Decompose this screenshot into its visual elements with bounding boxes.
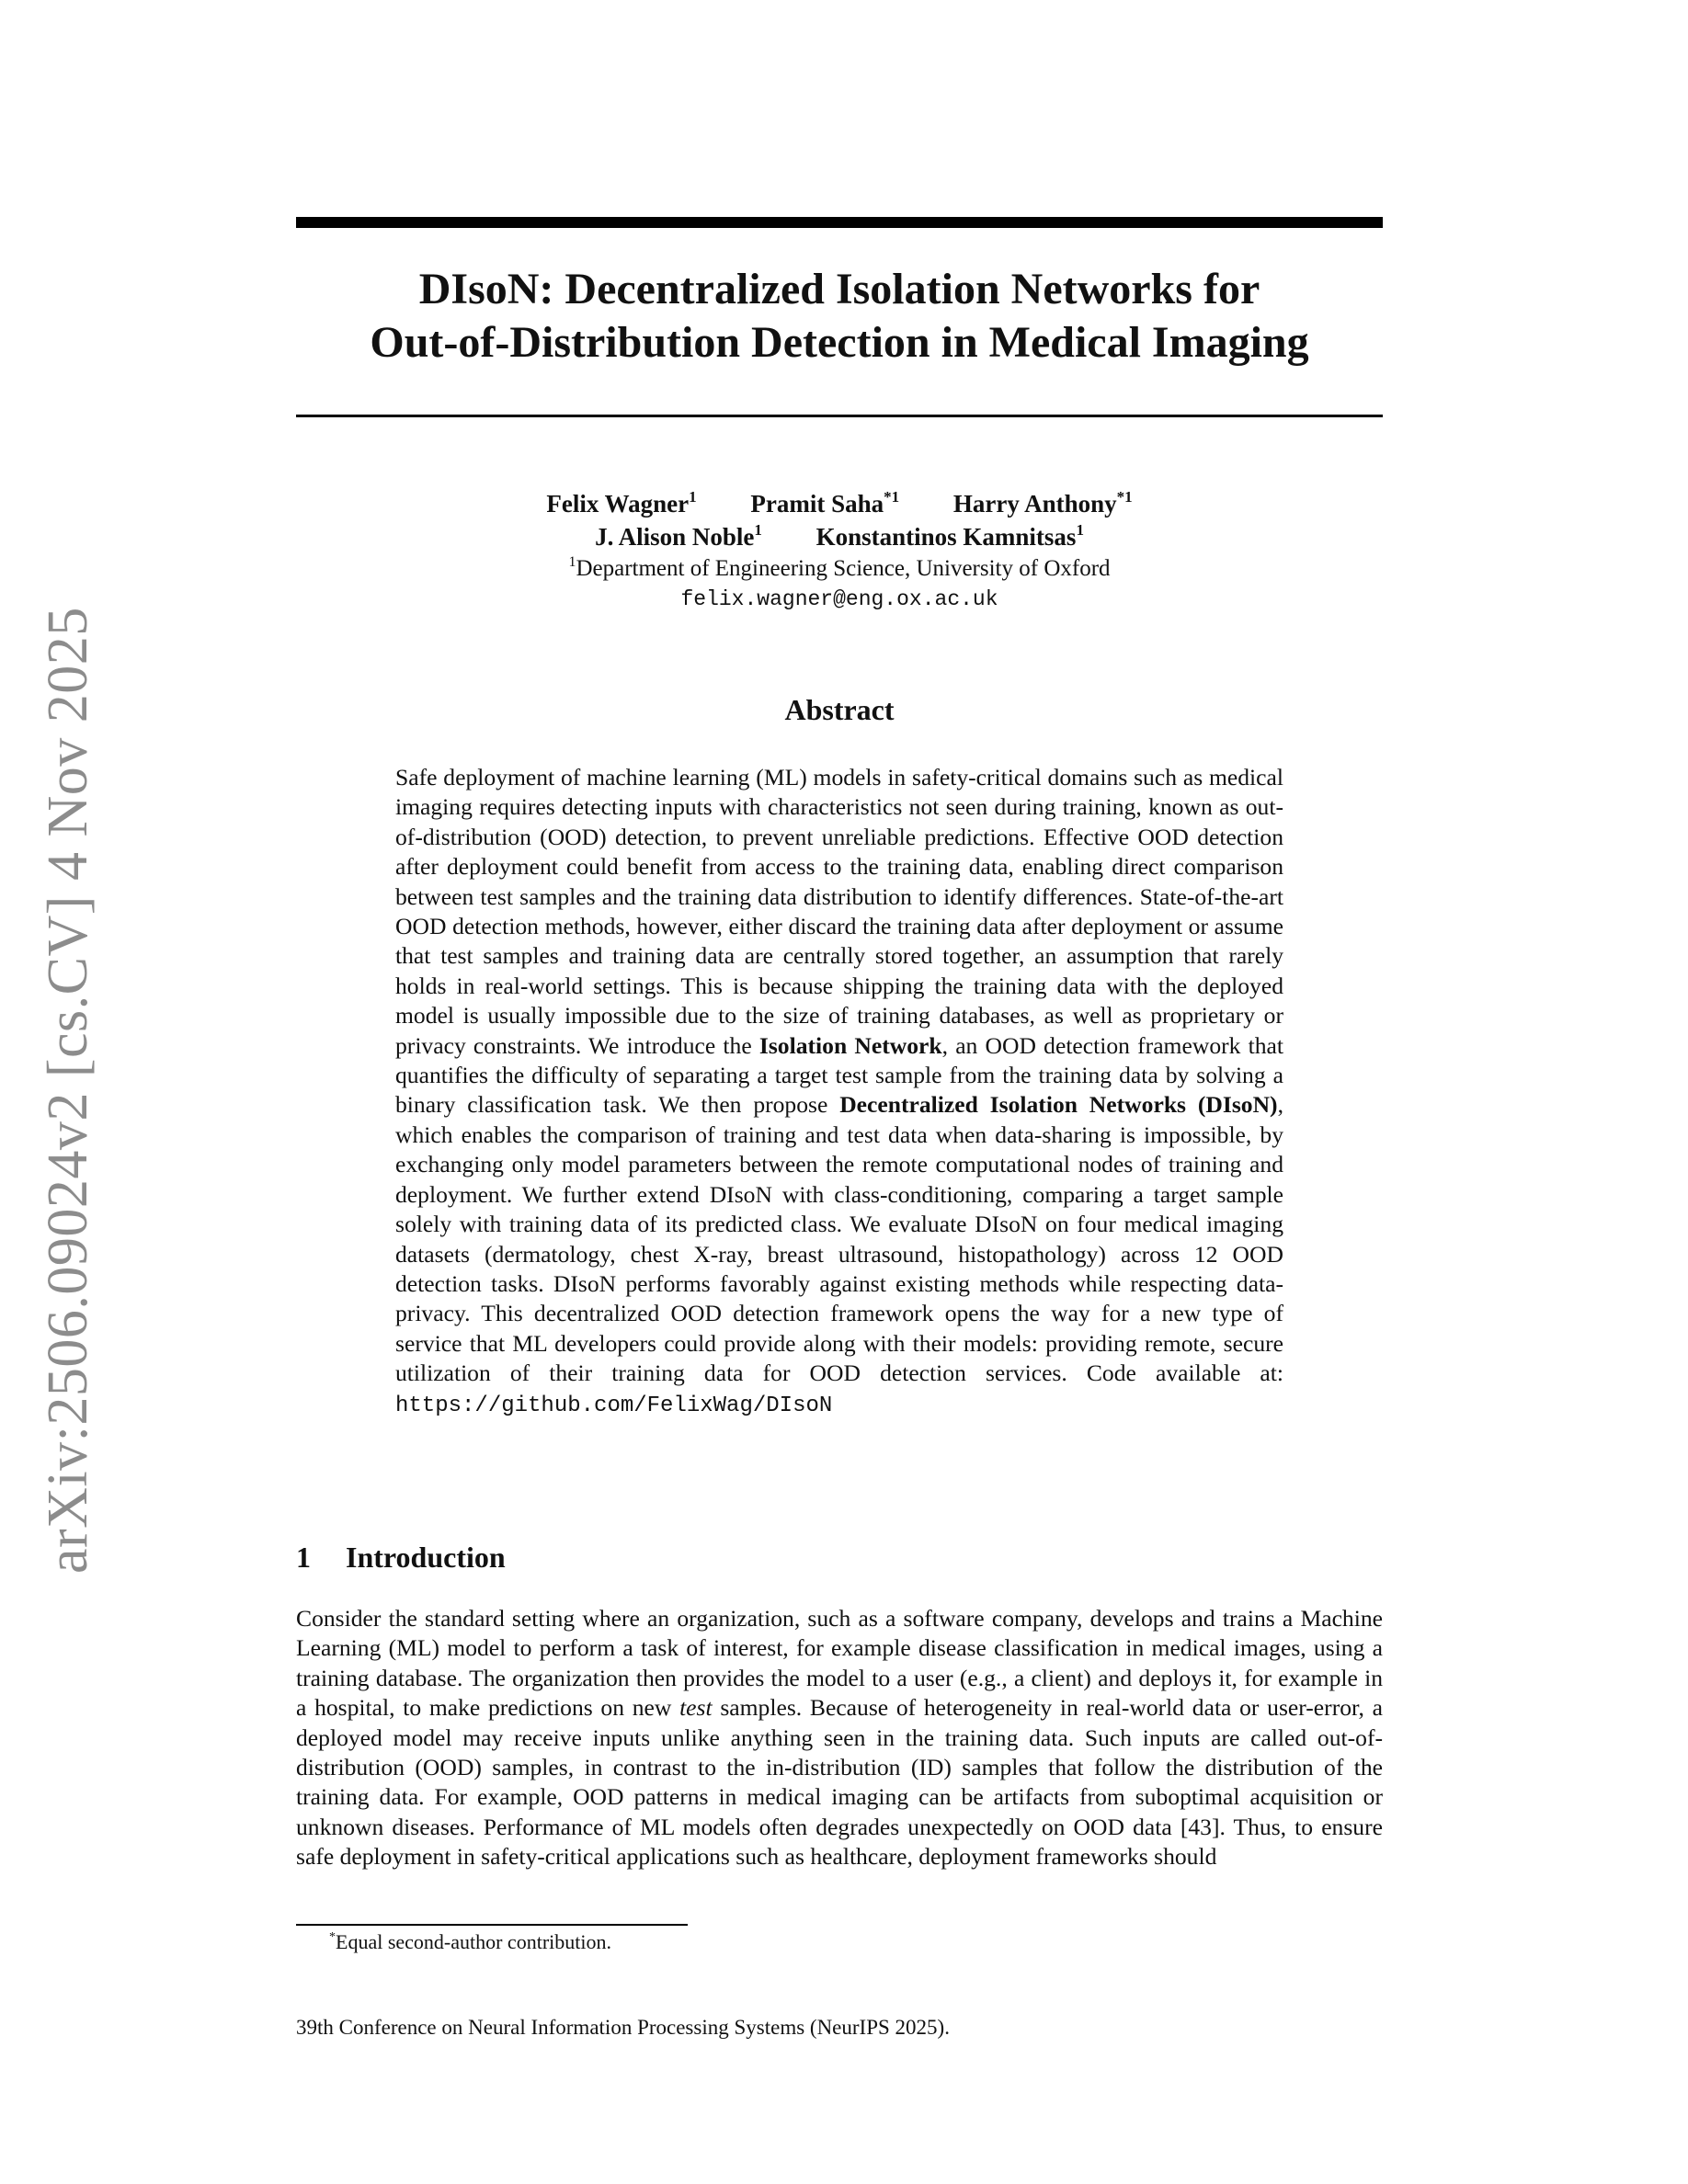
author-block <box>296 487 1383 614</box>
arxiv-identifier-stamp: arXiv:2506.09024v2 [cs.CV] 4 Nov 2025 <box>37 607 99 1574</box>
title-top-rule <box>296 217 1383 228</box>
author: Harry Anthony$^{*1}$ <box>952 488 1133 518</box>
author: J. Alison Noble$^1$ <box>595 521 762 551</box>
footnote: *Equal second-author contribution. <box>329 1930 611 1953</box>
venue-note: 39th Conference on Neural Information Processing Systems (NeurIPS 2025). <box>296 2016 950 2039</box>
footnote-rule <box>296 1924 688 1926</box>
section-heading-introduction: 1 Introduction <box>296 1541 506 1574</box>
author: Felix Wagner$^1$ <box>546 488 697 518</box>
author-line-1 <box>296 487 1383 520</box>
author-line-2 <box>296 520 1383 553</box>
affiliation: $^1$Department of Engineering Science, University of Oxford <box>568 554 1111 581</box>
paper-title-line-2: Out-of-Distribution Detection in Medical Imaging <box>370 318 1309 367</box>
author: Pramit Saha$^{*1}$ <box>750 488 900 518</box>
code-link[interactable]: https://github.com/FelixWag/DIsoN <box>395 1393 833 1418</box>
contact-email[interactable]: felix.wagner@eng.ox.ac.uk <box>680 587 998 611</box>
abstract-heading: Abstract <box>784 693 895 726</box>
title-bottom-rule <box>296 415 1383 417</box>
author: Konstantinos Kamnitsas$^1$ <box>815 521 1084 551</box>
introduction-text: Consider the standard setting where an organization, such as a software company, develops and trains a Machine Learning (ML) model to perform a task of interest, for example disease classification in medical images, using a training database. The organization then provides the model to a user (e.g., a client) and deploys it, for example in a hospital, to make predictions on new test samples. Because of heterogeneity in real-world data or user-error, a deployed model may receive inputs unlike anything seen in the training data. Such inputs are called out-of-distribution (OOD) samples, in contrast to the in-distribution (ID) samples that follow the distribution of the training data. For example, OOD patterns in medical imaging can be artifacts from suboptimal acquisition or unknown diseases. Performance of ML models often degrades unexpectedly on OOD data [43]. Thus, to ensure safe deployment in safety-critical applications such as healthcare, deployment frameworks should <box>296 1605 1383 1871</box>
abstract-text: Safe deployment of machine learning (ML) models in safety-critical domains such as medical imaging requires detecting inputs with characteristics not seen during training, known as out-of-distribution (OOD) detection, to prevent unreliable predictions. Effective OOD detection after deployment could benefit from access to the training data, enabling direct comparison between test samples and the training data distribution to identify differences. State-of-the-art OOD detection methods, however, either discard the training data after deployment or assume that test samples and training data are centrally stored together, an assumption that rarely holds in real-world settings. This is because shipping the training data with the deployed model is usually impossible due to the size of training databases, as well as proprietary or privacy constraints. We introduce the Isolation Network, an OOD detection framework that quantifies the difficulty of separating a target test sample from the training data by solving a binary classification task. We then propose Decentralized Isolation Networks (DIsoN), which enables the comparison of training and test data when data-sharing is impossible, by exchanging only model parameters between the remote computational nodes of training and deployment. We further extend DIsoN with class-conditioning, comparing a target sample solely with training data of its predicted class. We evaluate DIsoN on four medical imaging datasets (dermatology, chest X-ray, breast ultrasound, histopathology) across 12 OOD detection tasks. DIsoN performs favorably against existing methods while respecting data-privacy. This decentralized OOD detection framework opens the way for a new type of service that ML developers could provide along with their models: providing remote, secure utilization of their training data for OOD detection services. Code available at: https://github.com/FelixWag/DIsoN <box>395 764 1283 1418</box>
paper-title <box>296 263 1383 370</box>
paper-title-line-1: DIsoN: Decentralized Isolation Networks for <box>418 265 1260 313</box>
